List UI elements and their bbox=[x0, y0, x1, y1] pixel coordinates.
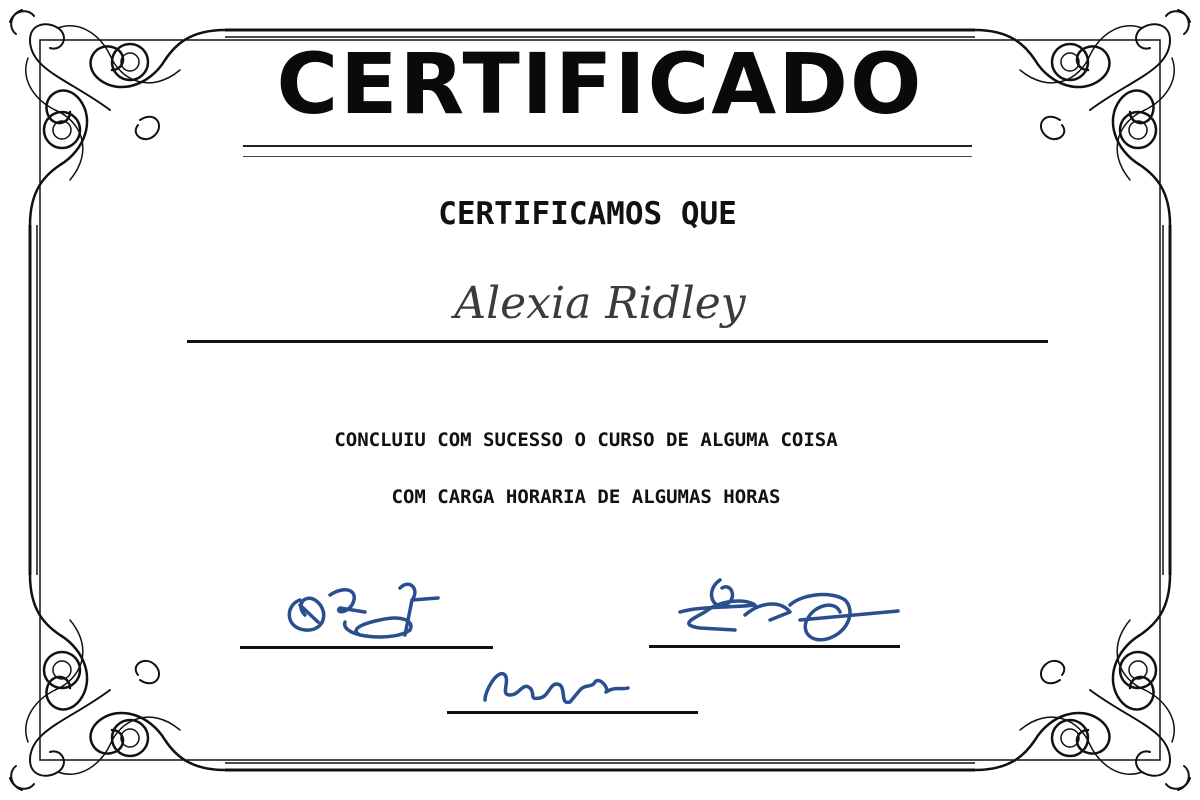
certificate-title: CERTIFICADO bbox=[276, 35, 924, 133]
ornamental-corner-icon bbox=[975, 575, 1190, 790]
name-underline bbox=[187, 340, 1048, 343]
signature-line bbox=[649, 645, 900, 648]
course-description: CONCLUIU COM SUCESSO O CURSO DE ALGUMA COISA bbox=[334, 429, 838, 451]
title-divider bbox=[243, 156, 972, 157]
signature-line bbox=[447, 711, 698, 714]
workload-description: COM CARGA HORARIA DE ALGUMAS HORAS bbox=[391, 486, 781, 508]
certificate-subtitle: CERTIFICAMOS QUE bbox=[438, 196, 737, 232]
recipient-name: Alexia Ridley bbox=[454, 278, 746, 329]
ornamental-corner-icon bbox=[10, 575, 225, 790]
title-divider bbox=[243, 145, 972, 147]
signature-line bbox=[240, 646, 493, 649]
